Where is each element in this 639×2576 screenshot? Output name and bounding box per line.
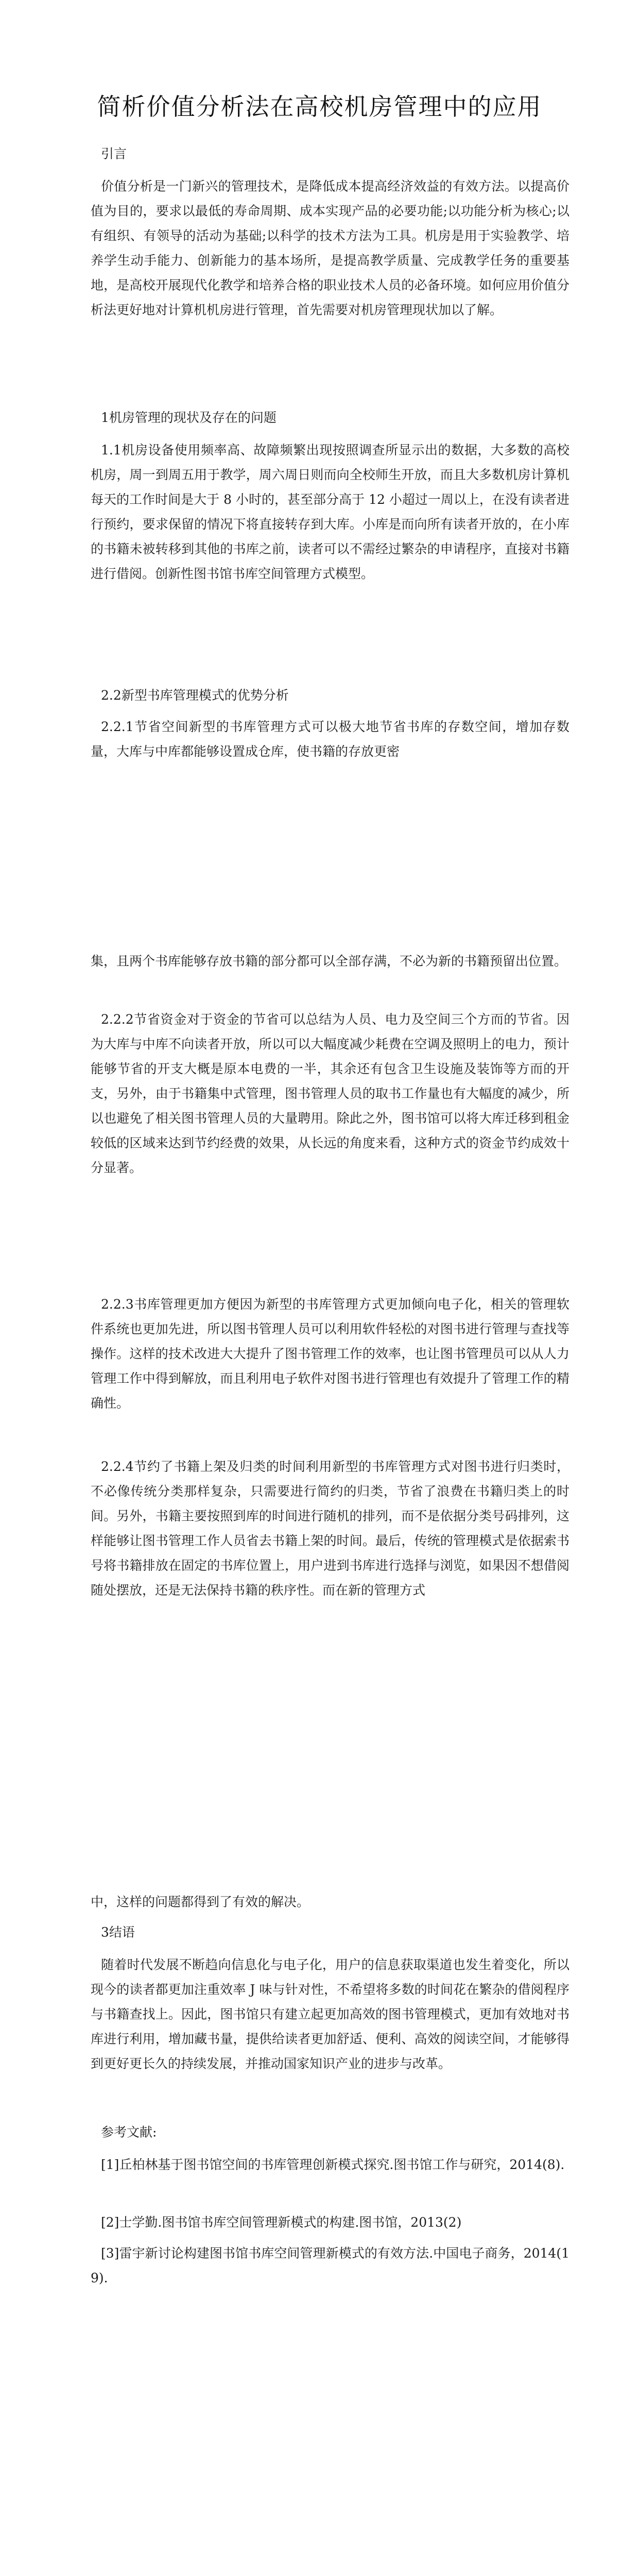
conclusion-paragraph: 随着时代发展不断趋向信息化与电子化，用户的信息获取渠道也发生着变化，所以现今的读者都更加注重效率 J 味与针对性，不希望将多数的时间花在繁杂的借阅程序与书籍查找上。因此，图书馆只有建立起更加高效的图书管理模式，更加有效地对书库进行利用，增加藏书量，提供给读者更加舒适、便利、高效的阅读空间，才能够得到更好更长久的持续发展，并推动国家知识产业的进步与改革。 — [91, 1957, 569, 2071]
section-2-2-1-paragraph-part-2: 集，且两个书库能够存放书籍的部分都可以全部存满，不必为新的书籍预留出位置。 — [91, 954, 567, 969]
section-1-1-paragraph: 1.1机房设备使用频率高、故障频繁出现按照调查所显示出的数据，大多数的高校机房，周一到周五用于教学，周六周日则而向全校师生开放，而且大多数机房计算机每天的工作时间是大于 8 小时的，甚至部分高于 12 小超过一周以上，在没有读者进行预约，要求保留的情况下将直接转存到大库。小库是而向所有读者开放的，在小库的书籍未被转移到其他的书库之前，读者可以不需经过繁杂的申请程序，直接对书籍进行借阅。创新性图书馆书库空间管理方式模型。 — [91, 443, 569, 581]
section-2-2-3-paragraph: 2.2.3书库管理更加方便因为新型的书库管理方式更加倾向电子化，相关的管理软件系统也更加先进，所以图书管理人员可以利用软件轻松的对图书进行管理与查找等操作。这样的技术改进大大提升了图书管理工作的效率，也让图书管理员可以从人力管理工作中得到解放，而且利用电子软件对图书进行管理也有效提升了管理工作的精确性。 — [91, 1297, 569, 1411]
section-2-2-4-paragraph-part-2: 中，这样的问题都得到了有效的解决。 — [91, 1894, 310, 1909]
section-2-2-2-paragraph: 2.2.2节省资金对于资金的节省可以总结为人员、电力及空间三个方而的节省。因为大库与中库不向读者开放，所以可以大幅度减少耗费在空调及照明上的电力，预计能够节省的开支大概是原本电费的一半，其余还有包含卫生设施及装饰等方而的开支，另外，由于书籍集中式管理，图书管理人员的取书工作量也有大幅度的减少，所以也避免了相关图书管理人员的大量聘用。除此之外，图书馆可以将大库迁移到租金较低的区域来达到节约经费的效果，从长远的角度来看，这种方式的资金节约成效十分显著。 — [91, 1012, 569, 1175]
section-3-heading: 3结语 — [101, 1925, 135, 1940]
section-2-2-4-paragraph-part-1: 2.2.4节约了书籍上架及归类的时间利用新型的书库管理方式对图书进行归类时，不必像传统分类那样复杂，只需要进行简约的归类，节省了浪费在书籍归类上的时间。另外，书籍主要按照到库的时间进行随机的排列，而不是依据分类号码排列，这样能够让图书管理工作人员省去书籍上架的时间。最后，传统的管理模式是依据索书号将书籍排放在固定的书库位置上，用户进到书库进行选择与浏览，如果因不想借阅随处摆放，还是无法保持书籍的秩序性。而在新的管理方式 — [91, 1459, 569, 1598]
section-2-2-1-paragraph-part-1: 2.2.1节省空间新型的书库管理方式可以极大地节省书库的存数空间，增加存数量，大库与中库都能够设置成仓库，使书籍的存放更密 — [91, 719, 569, 759]
reference-3: [3]雷宇新讨论构建图书馆书库空间管理新模式的有效方法.中国电子商务，2014(19). — [91, 2246, 569, 2285]
intro-paragraph: 价值分析是一门新兴的管理技术，是降低成本提高经济效益的有效方法。以提高价值为目的，要求以最低的寿命周期、成本实现产品的必要功能;以功能分析为核心;以有组织、有领导的活动为基础;以科学的技术方法为工具。机房是用于实验教学、培养学生动手能力、创新能力的基本场所，是提高教学质量、完成教学任务的重要基地，是高校开展现代化教学和培养合格的职业技术人员的必备环境。如何应用价值分析法更好地对计算机机房进行管理，首先需要对机房管理现状加以了解。 — [91, 179, 569, 317]
references-heading: 参考文献: — [101, 2125, 157, 2140]
reference-1: [1]丘柏林基于图书馆空间的书库管理创新模式探究.图书馆工作与研究，2014(8). — [101, 2157, 565, 2172]
reference-2: [2]士学勤.图书馆书库空间管理新模式的构建.图书馆，2013(2) — [101, 2215, 462, 2230]
paper-title: 简析价值分析法在高校机房管理中的应用 — [97, 92, 542, 121]
intro-heading: 引言 — [101, 146, 127, 161]
section-1-heading: 1机房管理的现状及存在的问题 — [101, 410, 277, 425]
section-2-2-heading: 2.2新型书库管理模式的优势分析 — [101, 688, 289, 703]
